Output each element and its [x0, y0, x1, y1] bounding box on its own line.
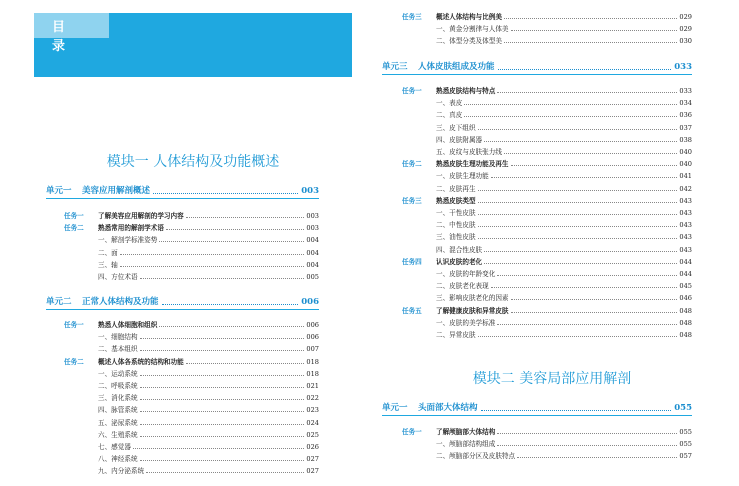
subsection-entry[interactable] [402, 330, 692, 341]
task-entry[interactable] [402, 196, 692, 207]
entry-page-number: 048 [679, 306, 692, 315]
entry-title: 三、油性皮肤 [436, 233, 476, 242]
entry-page-number: 043 [679, 209, 692, 217]
entry-page-number: 033 [679, 87, 692, 95]
unit-title: 正常人体结构及功能 [82, 297, 159, 307]
entry-page-number: 040 [679, 160, 692, 169]
subsection-entry[interactable] [64, 369, 319, 380]
unit-page-number: 055 [674, 403, 692, 413]
entry-title: 一、表皮 [436, 99, 463, 108]
dot-leader [511, 30, 677, 31]
unit-title: 美容应用解剖概述 [82, 186, 151, 196]
task-entry[interactable] [402, 257, 692, 268]
subsection-entry[interactable] [64, 405, 319, 416]
dot-leader [153, 192, 298, 194]
subsection-entry[interactable] [402, 269, 692, 280]
subsection-entry[interactable] [402, 24, 692, 35]
entry-title: 五、泌尿系统 [98, 418, 138, 427]
dot-leader [484, 263, 677, 264]
dot-leader [498, 68, 671, 70]
entry-page-number: 046 [679, 294, 692, 303]
entry-title: 熟悉皮肤类型 [436, 196, 476, 205]
entry-title: 二、异常皮肤 [436, 331, 476, 339]
entry-page-number: 057 [679, 452, 692, 461]
dot-leader [478, 129, 677, 130]
subsection-entry[interactable] [402, 318, 692, 329]
entry-title: 二、真皮 [436, 111, 463, 120]
entry-title: 认识皮肤的老化 [436, 257, 483, 266]
dot-leader [140, 338, 304, 339]
dot-leader [120, 266, 304, 267]
entry-page-number: 036 [679, 111, 692, 120]
entry-page-number: 048 [679, 318, 692, 327]
subsection-entry[interactable] [64, 344, 319, 355]
entry-title: 了解颅脑部大体结构 [436, 428, 496, 436]
dot-leader [186, 217, 304, 218]
task-label: 任务三 [402, 13, 422, 21]
toc-header-band [34, 13, 352, 77]
entry-page-number: 004 [306, 260, 319, 269]
entry-page-number: 048 [679, 331, 692, 339]
entry-title: 三、皮下组织 [436, 123, 476, 132]
entry-page-number: 018 [306, 357, 319, 366]
subsection-entry[interactable] [402, 281, 692, 292]
entry-page-number: 006 [306, 321, 319, 329]
dot-leader [497, 324, 677, 325]
subsection-entry[interactable] [402, 208, 692, 219]
entry-page-number: 021 [306, 382, 319, 390]
subsection-entry[interactable] [402, 439, 692, 450]
subsection-entry[interactable] [64, 454, 319, 465]
subsection-entry[interactable] [64, 430, 319, 441]
subsection-entry[interactable] [402, 147, 692, 158]
entry-title: 八、神经系统 [98, 455, 138, 464]
dot-leader [464, 104, 677, 105]
dot-leader [140, 350, 304, 351]
dot-leader [159, 326, 304, 327]
entry-page-number: 043 [679, 245, 692, 254]
subsection-entry[interactable] [64, 418, 319, 429]
dot-leader [478, 202, 677, 203]
subsection-entry[interactable] [402, 36, 692, 47]
dot-leader [484, 251, 677, 252]
entry-page-number: 024 [306, 418, 319, 427]
entry-page-number: 040 [679, 148, 692, 156]
entry-page-number: 029 [679, 13, 692, 21]
entry-title: 二、皮肤老化表现 [436, 282, 489, 291]
dot-leader [497, 433, 677, 434]
dot-leader [497, 445, 677, 446]
dot-leader [140, 460, 304, 461]
dot-leader [511, 299, 677, 300]
entry-page-number: 043 [679, 196, 692, 205]
entry-page-number: 044 [679, 257, 692, 266]
task-label: 任务四 [402, 257, 422, 266]
unit-title: 人体皮肤组成及功能 [418, 62, 495, 72]
entry-page-number: 025 [306, 430, 319, 439]
entry-title: 三、消化系统 [98, 394, 138, 403]
dot-leader [146, 472, 304, 473]
task-label: 任务一 [64, 321, 84, 329]
entry-page-number: 034 [679, 99, 692, 108]
task-label: 任务五 [402, 306, 422, 315]
task-entry[interactable] [402, 12, 692, 23]
entry-page-number: 037 [679, 123, 692, 132]
entry-title: 一、皮肤生理功能 [436, 172, 489, 181]
unit-page-number: 033 [674, 62, 692, 72]
entry-page-number: 043 [679, 233, 692, 242]
dot-leader [162, 303, 298, 305]
entry-page-number: 041 [679, 172, 692, 181]
subsection-entry[interactable] [64, 248, 319, 259]
entry-title: 一、干性皮肤 [436, 209, 476, 217]
entry-title: 概述人体各系统的结构和功能 [98, 357, 184, 366]
task-entry[interactable] [64, 357, 319, 368]
subsection-entry[interactable] [402, 220, 692, 231]
entry-page-number: 004 [306, 236, 319, 245]
entry-title: 二、体型分类及体型美 [436, 37, 502, 46]
right-page [369, 0, 739, 486]
entry-page-number: 043 [679, 221, 692, 230]
subsection-entry[interactable] [64, 260, 319, 271]
dot-leader [186, 363, 304, 364]
dot-leader [140, 424, 304, 425]
entry-title: 熟悉皮肤生理功能及再生 [436, 160, 509, 169]
dot-leader [140, 399, 304, 400]
subsection-entry[interactable] [402, 98, 692, 109]
entry-page-number: 004 [306, 248, 319, 257]
task-label: 任务一 [402, 87, 422, 95]
entry-page-number: 005 [306, 273, 319, 281]
unit-label: 单元三 [382, 62, 408, 72]
entry-title: 九、内分泌系统 [98, 467, 145, 476]
entry-title: 七、感觉器 [98, 443, 131, 451]
dot-leader [140, 387, 304, 388]
entry-title: 二、皮肤再生 [436, 184, 476, 193]
subsection-entry[interactable] [64, 381, 319, 392]
dot-leader [497, 92, 677, 93]
entry-page-number: 022 [306, 394, 319, 403]
dot-leader [491, 287, 677, 288]
task-label: 任务三 [402, 196, 422, 205]
subsection-entry[interactable] [64, 442, 319, 453]
entry-title: 四、混合性皮肤 [436, 245, 483, 254]
entry-page-number: 055 [679, 440, 692, 449]
unit-page-number: 006 [301, 297, 319, 307]
dot-leader [478, 336, 677, 337]
entry-title: 一、运动系统 [98, 369, 138, 378]
task-label: 任务一 [64, 212, 84, 220]
unit-page-number: 003 [301, 186, 319, 196]
entry-page-number: 038 [679, 135, 692, 144]
dot-leader [491, 177, 677, 178]
subsection-entry[interactable] [64, 235, 319, 246]
entry-title: 四、皮肤附属器 [436, 135, 483, 144]
dot-leader [478, 214, 677, 215]
entry-page-number: 042 [679, 184, 692, 193]
task-entry[interactable] [64, 223, 319, 234]
unit-label: 单元一 [46, 186, 72, 196]
dot-leader [511, 312, 677, 313]
entry-page-number: 044 [679, 270, 692, 278]
unit-heading[interactable] [46, 186, 319, 199]
dot-leader [464, 116, 677, 117]
dot-leader [504, 18, 677, 19]
dot-leader [140, 436, 304, 437]
entry-title: 熟悉皮肤结构与特点 [436, 87, 496, 95]
subsection-entry[interactable] [64, 393, 319, 404]
entry-title: 熟悉人体细胞和组织 [98, 321, 158, 329]
subsection-entry[interactable] [402, 184, 692, 195]
entry-title: 三、轴 [98, 260, 118, 269]
unit-heading[interactable] [382, 62, 692, 75]
entry-title: 四、方位术语 [98, 273, 138, 281]
task-label: 任务一 [402, 428, 422, 436]
dot-leader [478, 190, 677, 191]
entry-title: 一、皮肤的年龄变化 [436, 270, 496, 278]
entry-title: 二、呼吸系统 [98, 382, 138, 390]
entry-page-number: 007 [306, 345, 319, 354]
dot-leader [484, 141, 677, 142]
dot-leader [120, 254, 304, 255]
entry-title: 四、脉管系统 [98, 406, 138, 415]
unit-title: 头面部大体结构 [418, 403, 478, 413]
dot-leader [478, 238, 677, 239]
entry-title: 六、生殖系统 [98, 430, 138, 439]
subsection-entry[interactable] [402, 293, 692, 304]
task-entry[interactable] [64, 320, 319, 331]
module-title: 模块一 人体结构及功能概述 [106, 154, 280, 170]
unit-heading[interactable] [382, 403, 692, 416]
task-label: 任务二 [402, 160, 422, 169]
task-entry[interactable] [64, 211, 319, 222]
task-label: 任务二 [64, 224, 84, 233]
entry-title: 二、颅脑部分区及皮肤特点 [436, 452, 516, 461]
entry-title: 五、皮纹与皮肤张力线 [436, 148, 502, 156]
subsection-entry[interactable] [402, 135, 692, 146]
dot-leader [517, 457, 677, 458]
subsection-entry[interactable] [402, 451, 692, 462]
task-label: 任务二 [64, 357, 84, 366]
dot-leader [511, 165, 677, 166]
module-title: 模块二 美容局部应用解剖 [472, 371, 632, 387]
entry-title: 一、颅脑部结构组成 [436, 440, 496, 449]
entry-title: 熟悉常用的解剖学术语 [98, 224, 164, 233]
entry-title: 一、解剖学标准姿势 [98, 236, 158, 245]
entry-page-number: 045 [679, 282, 692, 291]
task-entry[interactable] [402, 306, 692, 317]
dot-leader [140, 278, 304, 279]
subsection-entry[interactable] [402, 245, 692, 256]
entry-page-number: 055 [679, 428, 692, 436]
entry-page-number: 030 [679, 37, 692, 46]
dot-leader [133, 448, 304, 449]
left-page [0, 0, 369, 486]
entry-title: 二、面 [98, 248, 118, 257]
subsection-entry[interactable] [402, 232, 692, 243]
entry-page-number: 029 [679, 25, 692, 34]
unit-label: 单元二 [46, 297, 72, 307]
entry-page-number: 003 [306, 224, 319, 233]
subsection-entry[interactable] [64, 466, 319, 477]
entry-page-number: 026 [306, 443, 319, 451]
task-entry[interactable] [402, 427, 692, 438]
toc-heading: 目 录 [52, 20, 76, 54]
dot-leader [504, 153, 677, 154]
task-entry[interactable] [402, 159, 692, 170]
toc-heading-tab [34, 13, 109, 54]
entry-page-number: 027 [306, 455, 319, 464]
entry-page-number: 023 [306, 406, 319, 415]
entry-title: 二、基本组织 [98, 345, 138, 354]
dot-leader [159, 241, 304, 242]
dot-leader [140, 375, 304, 376]
subsection-entry[interactable] [64, 332, 319, 343]
subsection-entry[interactable] [402, 110, 692, 121]
task-entry[interactable] [402, 86, 692, 97]
subsection-entry[interactable] [402, 123, 692, 134]
entry-title: 一、黄金分割律与人体美 [436, 25, 509, 34]
entry-title: 了解美容应用解剖的学习内容 [98, 212, 184, 220]
entry-page-number: 027 [306, 467, 319, 476]
subsection-entry[interactable] [402, 171, 692, 182]
dot-leader [504, 42, 677, 43]
dot-leader [140, 411, 304, 412]
entry-title: 一、皮肤的美学标准 [436, 318, 496, 327]
entry-page-number: 006 [306, 333, 319, 342]
entry-page-number: 018 [306, 369, 319, 378]
subsection-entry[interactable] [64, 272, 319, 283]
entry-title: 三、影响皮肤老化的因素 [436, 294, 509, 303]
dot-leader [497, 275, 677, 276]
dot-leader [481, 409, 671, 411]
unit-heading[interactable] [46, 297, 319, 310]
dot-leader [166, 229, 304, 230]
unit-label: 单元一 [382, 403, 408, 413]
entry-title: 概述人体结构与比例美 [436, 13, 502, 21]
dot-leader [478, 226, 677, 227]
entry-page-number: 003 [306, 212, 319, 220]
entry-title: 了解健康皮肤和异常皮肤 [436, 306, 509, 315]
entry-title: 二、中性皮肤 [436, 221, 476, 230]
entry-title: 一、细胞结构 [98, 333, 138, 342]
